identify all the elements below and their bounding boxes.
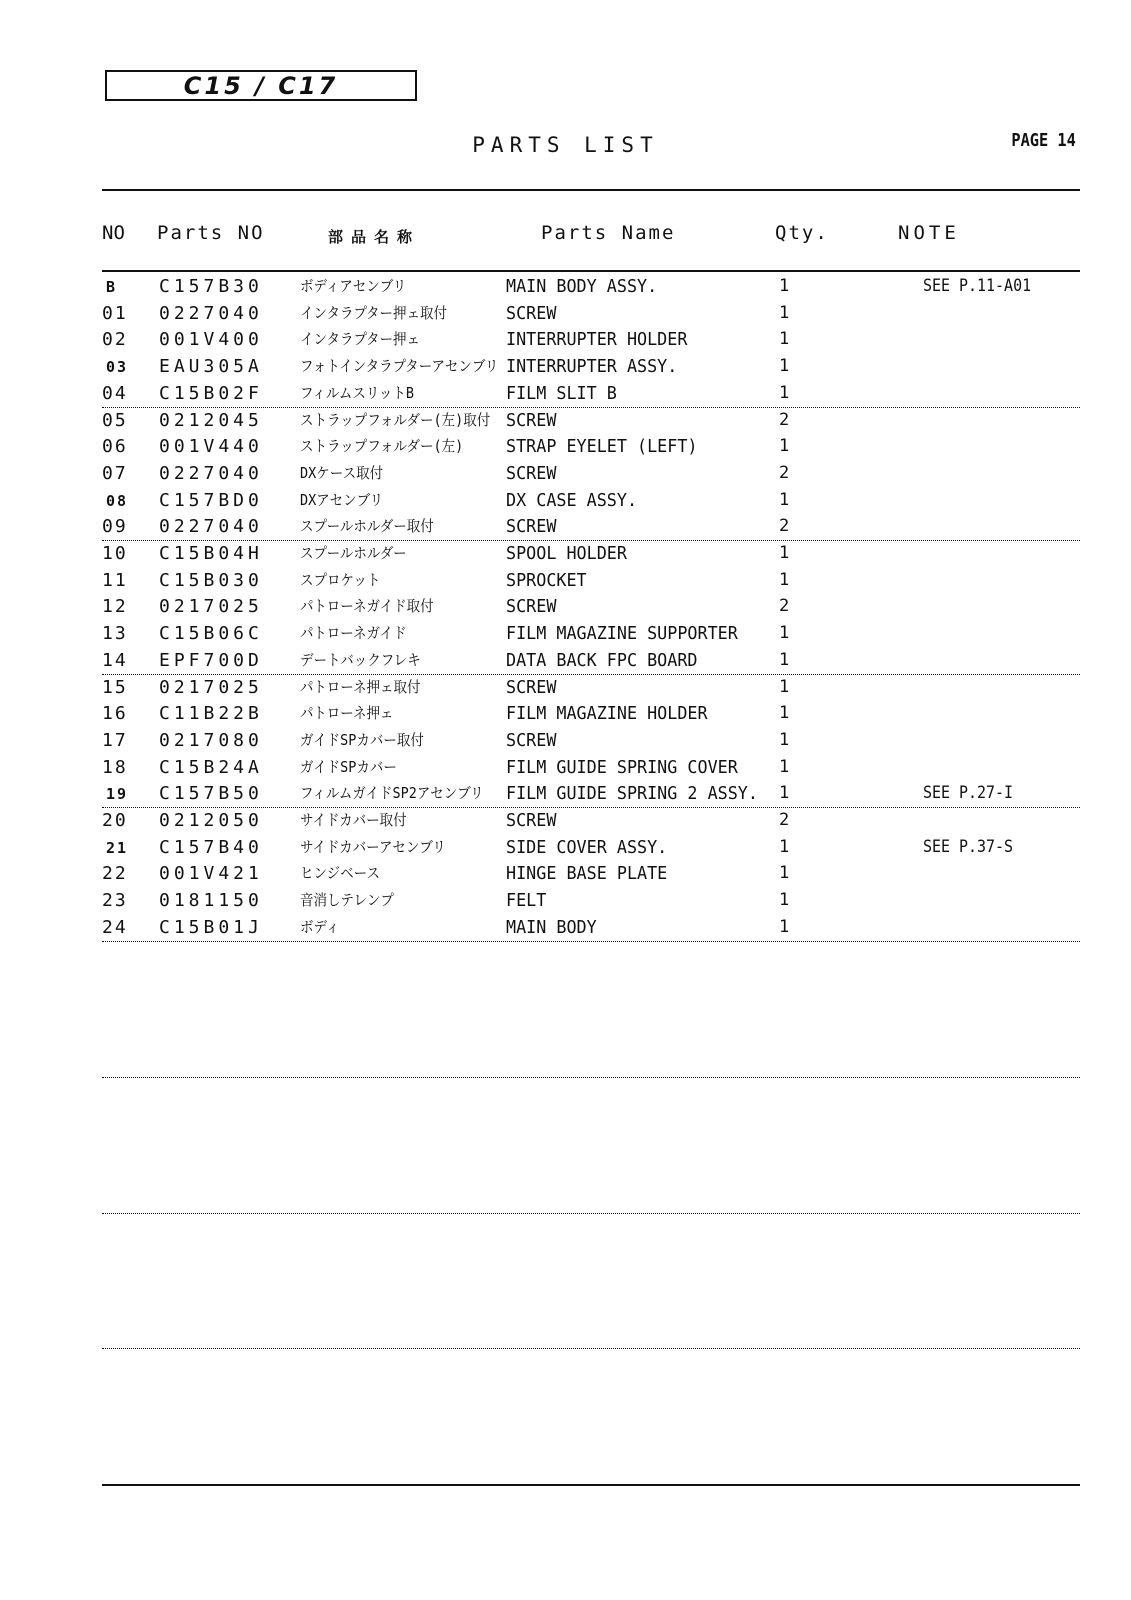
row-name-jp: スプールホルダー bbox=[300, 544, 407, 562]
header-note: NOTE bbox=[898, 222, 960, 244]
row-qty: 1 bbox=[779, 623, 790, 644]
row-parts-no: C157B40 bbox=[159, 836, 263, 858]
row-parts-name: FILM GUIDE SPRING 2 ASSY. bbox=[506, 783, 758, 805]
row-no: 08 bbox=[106, 491, 129, 510]
row-no: 01 bbox=[102, 302, 128, 324]
row-qty: 1 bbox=[779, 703, 790, 724]
row-qty: 1 bbox=[779, 302, 790, 323]
top-rule bbox=[102, 189, 1080, 191]
table-row bbox=[102, 353, 1080, 380]
table-row bbox=[102, 540, 1080, 567]
page-number: PAGE 14 bbox=[1011, 130, 1076, 151]
row-no: 17 bbox=[102, 729, 128, 751]
row-name-jp: パトローネガイド bbox=[300, 624, 407, 643]
row-name-jp: インタラプター押ェ取付 bbox=[300, 303, 448, 322]
row-parts-no: C15B01J bbox=[159, 916, 263, 938]
row-parts-name: INTERRUPTER ASSY. bbox=[506, 356, 678, 378]
row-qty: 2 bbox=[779, 516, 790, 537]
row-parts-name: SCREW bbox=[506, 729, 557, 751]
row-no: 06 bbox=[102, 436, 128, 458]
table-row bbox=[102, 647, 1080, 675]
row-no: B bbox=[106, 278, 118, 296]
row-qty: 1 bbox=[779, 356, 790, 377]
row-no: 23 bbox=[102, 890, 128, 912]
row-note: SEE P.11-A01 bbox=[923, 276, 1032, 296]
row-name-jp: DXケース取付 bbox=[300, 463, 384, 482]
table-row bbox=[102, 674, 1080, 701]
row-name-jp: ガイドSPカバー bbox=[300, 757, 397, 776]
blank-line-2 bbox=[102, 1213, 1080, 1214]
row-no: 10 bbox=[102, 543, 128, 564]
row-no: 12 bbox=[102, 596, 128, 618]
row-qty: 1 bbox=[779, 676, 790, 697]
row-parts-name: DATA BACK FPC BOARD bbox=[506, 649, 698, 671]
row-no: 04 bbox=[102, 382, 128, 404]
row-name-jp: スプロケット bbox=[300, 570, 381, 589]
row-parts-no: 001V400 bbox=[159, 329, 263, 351]
row-no: 19 bbox=[106, 785, 129, 804]
table-row bbox=[102, 914, 1080, 942]
row-parts-no: EAU305A bbox=[159, 356, 263, 378]
row-name-jp: ストラップフォルダー(左)取付 bbox=[300, 410, 491, 429]
row-parts-no: 0217025 bbox=[159, 596, 263, 618]
header-parts-name: Parts Name bbox=[541, 222, 676, 244]
row-qty: 2 bbox=[779, 462, 790, 483]
row-name-jp: DXアセンブリ bbox=[300, 490, 384, 509]
row-qty: 1 bbox=[779, 276, 790, 296]
row-qty: 1 bbox=[779, 543, 790, 563]
row-parts-no: C157B50 bbox=[159, 783, 263, 805]
row-parts-name: HINGE BASE PLATE bbox=[506, 863, 668, 885]
row-name-jp: フォトインタラプターアセンブリ bbox=[300, 357, 499, 376]
row-parts-name: SCREW bbox=[506, 596, 557, 618]
row-name-jp: パトローネ押ェ取付 bbox=[300, 677, 421, 696]
row-name-jp: デートバックフレキ bbox=[300, 650, 421, 669]
bottom-rule bbox=[102, 1484, 1080, 1486]
row-parts-no: C15B24A bbox=[159, 756, 263, 778]
table-row bbox=[102, 780, 1080, 808]
row-parts-name: SPOOL HOLDER bbox=[506, 543, 627, 564]
row-parts-no: C157B30 bbox=[159, 276, 263, 297]
row-parts-name: FILM MAGAZINE SUPPORTER bbox=[506, 623, 738, 645]
row-parts-no: C157BD0 bbox=[159, 489, 263, 511]
row-parts-name: STRAP EYELET (LEFT) bbox=[506, 436, 698, 458]
row-parts-name: SCREW bbox=[506, 810, 557, 831]
row-name-jp: パトローネ押ェ bbox=[300, 704, 394, 723]
row-parts-no: EPF700D bbox=[159, 649, 263, 671]
row-name-jp: サイドカバー取付 bbox=[300, 811, 407, 829]
row-name-jp: ガイドSPカバー取付 bbox=[300, 730, 424, 749]
row-no: 03 bbox=[106, 358, 129, 377]
table-row bbox=[102, 433, 1080, 460]
row-name-jp: パトローネガイド取付 bbox=[300, 597, 434, 616]
row-parts-no: C15B02F bbox=[159, 382, 263, 404]
row-qty: 1 bbox=[779, 436, 790, 457]
row-note: SEE P.27-I bbox=[923, 783, 1014, 804]
row-parts-no: 001V421 bbox=[159, 863, 263, 885]
header-qty: Qty. bbox=[775, 222, 829, 244]
row-parts-no: 001V440 bbox=[159, 436, 263, 458]
row-qty: 1 bbox=[779, 783, 790, 804]
row-parts-name: MAIN BODY bbox=[506, 916, 597, 938]
header-parts-no: Parts NO bbox=[157, 222, 265, 244]
model-text: C15 / C17 bbox=[183, 71, 339, 100]
row-no: 09 bbox=[102, 516, 128, 538]
row-parts-no: 0217025 bbox=[159, 676, 263, 698]
row-name-jp: ボディ bbox=[300, 917, 340, 936]
row-parts-name: FELT bbox=[506, 890, 547, 912]
row-name-jp: スプールホルダー取付 bbox=[300, 517, 434, 536]
row-qty: 1 bbox=[779, 569, 790, 590]
table-row bbox=[102, 487, 1080, 514]
row-parts-no: C15B06C bbox=[159, 623, 263, 645]
row-parts-no: 0227040 bbox=[159, 302, 263, 324]
row-qty: 1 bbox=[779, 890, 790, 911]
row-qty: 1 bbox=[779, 836, 790, 857]
row-parts-no: C15B04H bbox=[159, 543, 263, 564]
table-row bbox=[102, 326, 1080, 353]
row-no: 24 bbox=[102, 916, 128, 938]
row-note: SEE P.37-S bbox=[923, 836, 1014, 857]
row-parts-no: C15B030 bbox=[159, 569, 263, 591]
row-no: 05 bbox=[102, 409, 128, 431]
row-name-jp: ストラップフォルダー(左) bbox=[300, 437, 464, 456]
row-qty: 1 bbox=[779, 916, 790, 937]
blank-line-3 bbox=[102, 1348, 1080, 1349]
row-no: 02 bbox=[102, 329, 128, 351]
table-row bbox=[102, 727, 1080, 754]
table-row bbox=[102, 887, 1080, 914]
table-row bbox=[102, 593, 1080, 620]
table-row bbox=[102, 567, 1080, 594]
table-row bbox=[102, 834, 1080, 861]
table-row bbox=[102, 407, 1080, 434]
model-label bbox=[105, 70, 417, 101]
row-no: 18 bbox=[102, 756, 128, 778]
table-row bbox=[102, 860, 1080, 887]
row-parts-name: MAIN BODY ASSY. bbox=[506, 276, 658, 297]
row-parts-name: INTERRUPTER HOLDER bbox=[506, 329, 688, 351]
row-parts-no: 0212045 bbox=[159, 409, 263, 431]
row-no: 20 bbox=[102, 810, 128, 831]
table-row bbox=[102, 700, 1080, 727]
row-parts-no: 0212050 bbox=[159, 810, 263, 831]
row-no: 22 bbox=[102, 863, 128, 885]
blank-line-1 bbox=[102, 1077, 1080, 1078]
row-name-jp: ヒンジベース bbox=[300, 864, 381, 883]
row-qty: 1 bbox=[779, 649, 790, 670]
row-parts-name: SIDE COVER ASSY. bbox=[506, 836, 668, 858]
row-parts-name: SCREW bbox=[506, 302, 557, 324]
row-qty: 1 bbox=[779, 863, 790, 884]
row-name-jp: サイドカバーアセンブリ bbox=[300, 837, 446, 856]
row-parts-name: FILM SLIT B bbox=[506, 382, 617, 404]
row-qty: 1 bbox=[779, 756, 790, 777]
row-no: 14 bbox=[102, 649, 128, 671]
row-name-jp: 音消しテレンプ bbox=[300, 891, 394, 910]
header-name-jp: 部品名称 bbox=[328, 228, 421, 246]
row-parts-no: C11B22B bbox=[159, 703, 263, 725]
row-no: 21 bbox=[106, 838, 129, 857]
row-parts-no: 0181150 bbox=[159, 890, 263, 912]
header-no: NO bbox=[102, 222, 125, 244]
row-parts-no: 0227040 bbox=[159, 462, 263, 484]
row-parts-name: FILM MAGAZINE HOLDER bbox=[506, 703, 708, 725]
row-no: 15 bbox=[102, 676, 128, 698]
row-name-jp: フィルムガイドSP2アセンブリ bbox=[300, 784, 484, 803]
row-parts-name: FILM GUIDE SPRING COVER bbox=[506, 756, 738, 778]
row-parts-name: SPROCKET bbox=[506, 569, 587, 591]
row-qty: 1 bbox=[779, 329, 790, 350]
table-row bbox=[102, 273, 1080, 300]
row-no: 11 bbox=[102, 569, 128, 591]
row-no: 07 bbox=[102, 462, 128, 484]
header-rule bbox=[102, 270, 1080, 272]
row-parts-no: 0227040 bbox=[159, 516, 263, 538]
row-parts-name: SCREW bbox=[506, 409, 557, 431]
row-qty: 2 bbox=[779, 409, 790, 430]
row-name-jp: インタラプター押ェ bbox=[300, 330, 421, 349]
row-parts-name: SCREW bbox=[506, 676, 557, 698]
row-qty: 1 bbox=[779, 489, 790, 510]
table-row bbox=[102, 513, 1080, 541]
table-row bbox=[102, 300, 1080, 327]
row-no: 13 bbox=[102, 623, 128, 645]
table-row bbox=[102, 807, 1080, 834]
row-parts-no: 0217080 bbox=[159, 729, 263, 751]
table-row bbox=[102, 380, 1080, 408]
row-qty: 2 bbox=[779, 810, 790, 830]
page-title: PARTS LIST bbox=[472, 133, 659, 157]
row-name-jp: ボディアセンブリ bbox=[300, 277, 407, 295]
table-row bbox=[102, 620, 1080, 647]
row-parts-name: SCREW bbox=[506, 516, 557, 538]
table-row bbox=[102, 754, 1080, 781]
row-name-jp: フィルムスリットB bbox=[300, 383, 414, 402]
row-parts-name: SCREW bbox=[506, 462, 557, 484]
row-qty: 1 bbox=[779, 729, 790, 750]
row-no: 16 bbox=[102, 703, 128, 725]
table-row bbox=[102, 460, 1080, 487]
row-qty: 1 bbox=[779, 382, 790, 403]
row-qty: 2 bbox=[779, 596, 790, 617]
row-parts-name: DX CASE ASSY. bbox=[506, 489, 638, 511]
